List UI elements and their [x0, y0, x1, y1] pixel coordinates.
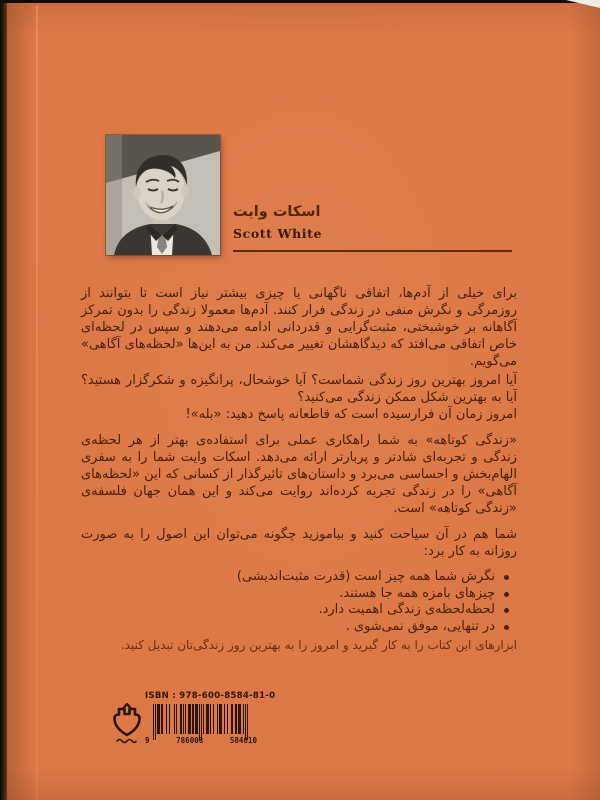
closing-line: ابزارهای این کتاب را به کار گیرید و امروز را به بهترین روز زندگی‌تان تبدیل کنید.: [120, 638, 517, 652]
bullet-dot-icon: [504, 575, 509, 580]
isbn-label: ISBN : 978-600-8584-81-0: [145, 691, 276, 701]
bullet-dot-icon: [504, 592, 509, 597]
synopsis-paragraph: شما هم در آن سیاحت کنید و بیاموزید چگونه می‌توان این اصول را به صورت روزانه به کار برد:: [81, 527, 517, 559]
cover-crease: [36, 6, 38, 800]
author-name-en: Scott White: [233, 226, 323, 241]
principles-list: [81, 569, 517, 635]
cover-spine-shadow: [0, 3, 7, 800]
bullet-dot-icon: [504, 608, 509, 613]
author-photo: [106, 135, 220, 255]
author-name-fa: اسکات وایت: [233, 204, 321, 220]
barcode-digit-first: 9: [145, 736, 150, 745]
list-item: [81, 602, 509, 619]
list-item: [81, 619, 509, 636]
list-item: [81, 569, 509, 586]
barcode-digits-left: 786008: [176, 736, 204, 745]
book-cover: [6, 3, 600, 800]
divider-rule: [233, 250, 512, 252]
barcode-digits: [145, 736, 257, 745]
barcode-digits-right: 584810: [229, 736, 257, 745]
list-item-text: در تنهایی، موفق نمی‌شوی .: [345, 618, 495, 634]
list-item-text: نگرش شما همه چیز است (قدرت مثبت‌اندیشی): [236, 569, 495, 584]
synopsis-paragraph: برای خیلی از آدم‌ها، اتفاقی ناگهانی یا چیزی بیشتر نیاز است تا بتوانند از روزمرگی و نگرش منفی در زندگی فرار کنند. آدم‌ها معمولا زندگی را بدون تمرکز آگاهانه بر خوشبختی، مثبت‌گرایی و قدردانی ادامه می‌دهند و سپس در لحظه‌ای خاص اتفاقی می‌افتد که دیدگاهشان تغییر می‌کند. من به این‌ها «لحظه‌های آگاهی» می‌گویم.: [81, 286, 517, 369]
cover-top-edge: [0, 0, 600, 3]
portrait-illustration: [106, 135, 220, 255]
list-item-text: لحظه‌لحظه‌ی زندگی اهمیت دارد.: [318, 602, 495, 617]
synopsis: [81, 285, 517, 653]
bullet-dot-icon: [504, 625, 509, 630]
publisher-logo-icon: [109, 702, 145, 746]
synopsis-paragraph: آیا امروز بهترین روز زندگی شماست؟ آیا خوشحال، پرانگیزه و شکرگزار هستید؟ آیا به بهترین شکل ممکن زندگی می‌کنید؟: [81, 373, 517, 405]
list-item-text: چیزهای بامزه همه جا هستند.: [339, 585, 495, 601]
synopsis-paragraph: امروز زمان آن فرارسیده است که قاطعانه پاسخ دهید: «بله»!: [185, 407, 517, 422]
list-item: [81, 586, 509, 603]
synopsis-paragraph: «زندگی کوتاهه» به شما راهکاری عملی برای استفاده‌ی بهتر از هر لحظه‌ی زندگی و تجربه‌ای شادتر و پربارتر ارائه می‌دهد. اسکات وایت شما را به سفری الهام‌بخش و احساسی می‌برد و داستان‌های تاثیرگذار از کسانی که این «لحظه‌های آگاهی» را در زندگی تجربه کرده‌اند روایت می‌کند و این همان جهان فلسفه‌ی «زندگی کوتاهه» است.: [81, 433, 517, 516]
